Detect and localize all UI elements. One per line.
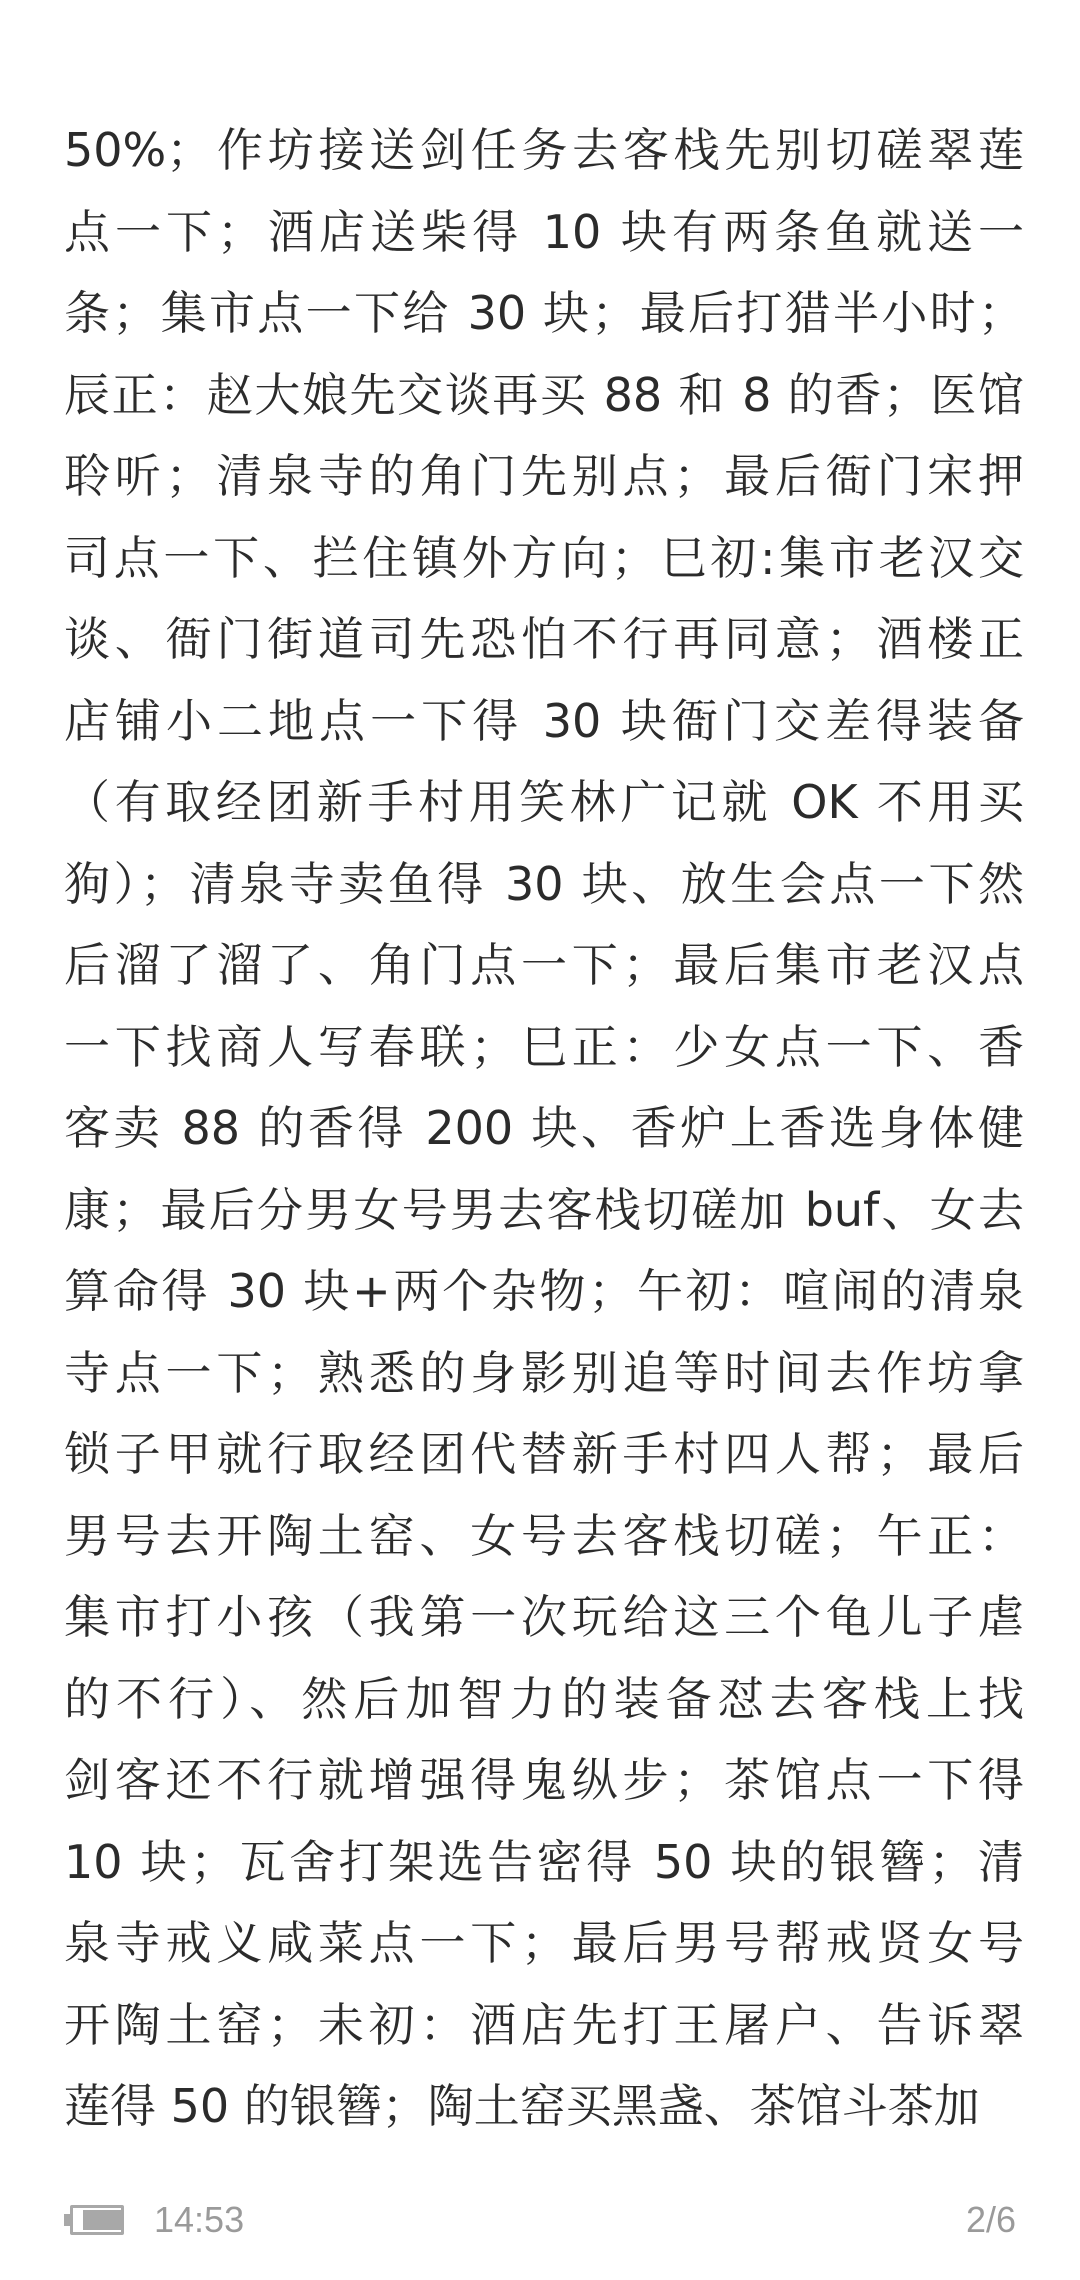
text-line: 50%；作坊接送剑任务去客栈先别切磋翠莲 [64, 123, 1024, 177]
text-line: 康；最后分男女号男去客栈切磋加 buf、女去 [64, 1182, 1024, 1237]
text-line: 剑客还不行就增强得鬼纵步；茶馆点一下得 [64, 1753, 1024, 1807]
text-line: 集市打小孩（我第一次玩给这三个龟儿子虐 [64, 1590, 1024, 1644]
page-indicator: 2/6 [965, 2199, 1016, 2240]
text-line: 莲得 50 的银簪；陶土窑买黑盏、茶馆斗茶加 [64, 2079, 980, 2133]
text-line: 开陶土窑；未初：酒店先打王屠户、告诉翠 [64, 1997, 1024, 2052]
battery-fill [83, 2210, 121, 2230]
text-line: 条；集市点一下给 30 块；最后打猎半小时； [64, 286, 1024, 340]
text-line: 算命得 30 块+两个杂物；午初：喧闹的清泉 [64, 1264, 1024, 1318]
text-line: 一下找商人写春联；巳正：少女点一下、香 [64, 1019, 1024, 1074]
battery-icon [64, 2205, 126, 2235]
text-line: 的不行）、然后加智力的装备怼去客栈上找 [64, 1671, 1024, 1726]
reader-status-bar [64, 2190, 1016, 2250]
text-line: 男号去开陶土窑、女号去客栈切磋；午正： [64, 1508, 1024, 1563]
text-line: 寺点一下；熟悉的身影别追等时间去作坊拿 [64, 1345, 1024, 1400]
text-line: 锁子甲就行取经团代替新手村四人帮；最后 [64, 1427, 1024, 1481]
text-line: （有取经团新手村用笑林广记就 OK 不用买 [64, 775, 1024, 829]
text-line: 10 块；瓦舍打架选告密得 50 块的银簪；清 [64, 1834, 1024, 1889]
text-line: 司点一下、拦住镇外方向；巳初:集市老汉交 [64, 530, 1024, 585]
text-line: 辰正：赵大娘先交谈再买 88 和 8 的香；医馆 [64, 367, 1024, 422]
text-line: 客卖 88 的香得 200 块、香炉上香选身体健 [64, 1101, 1024, 1155]
clock-time: 14:53 [154, 2199, 245, 2240]
text-line: 谈、衙门街道司先恐怕不行再同意；酒楼正 [64, 612, 1024, 666]
text-line: 点一下；酒店送柴得 10 块有两条鱼就送一 [64, 204, 1024, 259]
status-left [64, 2199, 244, 2241]
text-content [64, 110, 1024, 2148]
text-line: 聆听；清泉寺的角门先别点；最后衙门宋押 [64, 449, 1024, 503]
text-line: 店铺小二地点一下得 30 块衙门交差得装备 [64, 693, 1024, 748]
text-line: 泉寺戒义咸菜点一下；最后男号帮戒贤女号 [64, 1916, 1024, 1970]
text-line: 狗）；清泉寺卖鱼得 30 块、放生会点一下然 [64, 856, 1024, 911]
text-line: 后溜了溜了、角门点一下；最后集市老汉点 [64, 938, 1024, 992]
